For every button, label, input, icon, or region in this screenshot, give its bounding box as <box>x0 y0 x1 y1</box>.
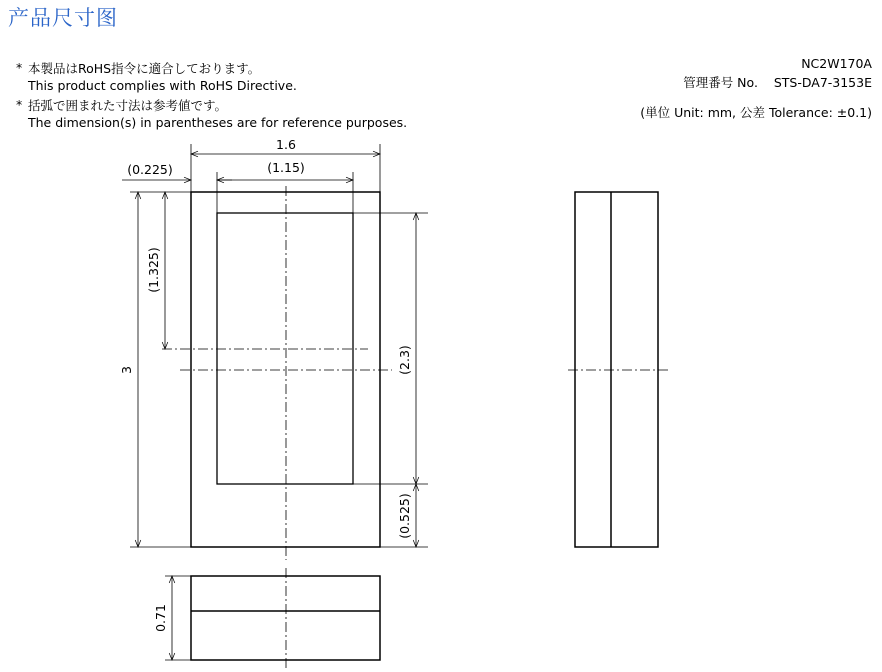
side-view <box>568 192 668 547</box>
note-mark: * <box>16 60 23 75</box>
note-rohs-jp: 本製品はRoHS指令に適合しております。 <box>28 61 261 76</box>
dim-thickness-label: 0.71 <box>153 604 168 632</box>
dim-left-offset-label: (0.225) <box>127 162 173 177</box>
part-number: NC2W170A <box>801 56 872 71</box>
note-reference-en: The dimension(s) in parentheses are for reference purposes. <box>28 115 408 130</box>
note-mark: * <box>16 97 23 112</box>
terminal-window <box>217 213 353 484</box>
end-view <box>165 568 380 668</box>
units-tolerance: (単位 Unit: mm, 公差 Tolerance: ±0.1) <box>640 105 872 120</box>
end-body-outline <box>191 576 380 660</box>
control-number: STS-DA7-3153E <box>773 75 872 90</box>
note-rohs-en: This product complies with RoHS Directive. <box>28 78 297 93</box>
top-view <box>162 186 392 560</box>
page-title: 产品尺寸图 <box>8 6 118 30</box>
dim-top-offset-label: (1.325) <box>146 247 161 293</box>
note-reference-jp: 括弧で囲まれた寸法は参考値です。 <box>28 98 228 113</box>
extension-lines <box>130 144 428 547</box>
body-outline <box>191 192 380 547</box>
dim-inner-height-label: (2.3) <box>397 345 412 375</box>
dim-bottom-offset-label: (0.525) <box>397 493 412 539</box>
control-label: 管理番号 No. <box>683 75 758 90</box>
dim-inner-width-label: (1.15) <box>267 160 305 175</box>
dim-width-label: 1.6 <box>276 137 296 152</box>
dim-height-label: 3 <box>119 366 134 374</box>
side-body-outline <box>575 192 658 547</box>
